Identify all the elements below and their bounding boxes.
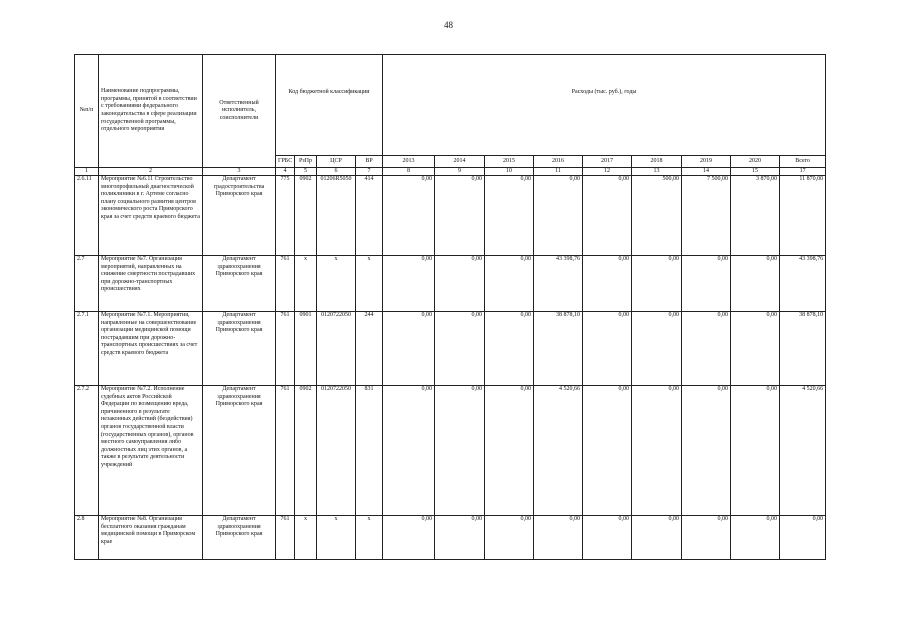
- row-grbs: 761: [276, 312, 295, 386]
- row-year-value: 3 870,00: [731, 176, 780, 256]
- row-vr: х: [356, 516, 383, 560]
- row-vr: 414: [356, 176, 383, 256]
- row-vr: 831: [356, 386, 383, 516]
- row-year-value: 4 520,66: [534, 386, 583, 516]
- index-row: [75, 168, 826, 176]
- row-csr: 0120722050: [317, 386, 356, 516]
- header-expenses: Расходы (тыс. руб.), годы: [383, 55, 826, 156]
- row-grbs: 761: [276, 516, 295, 560]
- row-csr: 01206R5050: [317, 176, 356, 256]
- row-year-value: 500,00: [632, 176, 682, 256]
- header-year: 2018: [632, 156, 682, 168]
- row-year-value: 0,00: [485, 256, 534, 312]
- row-name: Мероприятие №8. Организация бесплатного оказания гражданам медицинской помощи в Приморском крае: [99, 516, 203, 560]
- row-rzpr: 0901: [295, 312, 317, 386]
- row-executor: Департамент здравоохранения Приморского края: [203, 516, 276, 560]
- row-year-value: 0,00: [485, 176, 534, 256]
- row-year-value: 0,00: [435, 386, 485, 516]
- row-year-value: 0,00: [731, 516, 780, 560]
- row-total: 11 870,00: [780, 176, 826, 256]
- row-csr: х: [317, 516, 356, 560]
- row-year-value: 0,00: [632, 312, 682, 386]
- page-number: 48: [444, 20, 453, 30]
- row-csr: 0120722050: [317, 312, 356, 386]
- row-year-value: 0,00: [485, 312, 534, 386]
- row-year-value: 0,00: [485, 516, 534, 560]
- row-year-value: 0,00: [383, 312, 435, 386]
- index-cell: 7: [356, 168, 383, 176]
- row-rzpr: 0902: [295, 176, 317, 256]
- row-total: 43 398,76: [780, 256, 826, 312]
- header-year: 2017: [583, 156, 632, 168]
- header-year: 2020: [731, 156, 780, 168]
- row-vr: х: [356, 256, 383, 312]
- row-year-value: 0,00: [383, 386, 435, 516]
- row-year-value: 0,00: [632, 516, 682, 560]
- row-year-value: 0,00: [383, 516, 435, 560]
- index-cell: 13: [632, 168, 682, 176]
- index-cell: 6: [317, 168, 356, 176]
- row-total: 4 520,66: [780, 386, 826, 516]
- row-executor: Департамент градостроительства Приморского края: [203, 176, 276, 256]
- header-year: 2019: [682, 156, 731, 168]
- row-year-value: 0,00: [583, 312, 632, 386]
- row-year-value: 0,00: [682, 386, 731, 516]
- row-vr: 244: [356, 312, 383, 386]
- header-year: 2015: [485, 156, 534, 168]
- row-year-value: 0,00: [682, 516, 731, 560]
- row-rzpr: х: [295, 256, 317, 312]
- row-year-value: 0,00: [583, 516, 632, 560]
- row-grbs: 761: [276, 256, 295, 312]
- table-row: [75, 176, 826, 256]
- index-cell: 8: [383, 168, 435, 176]
- index-cell: 2: [99, 168, 203, 176]
- index-cell: 12: [583, 168, 632, 176]
- row-total: 38 878,10: [780, 312, 826, 386]
- table-row: [75, 256, 826, 312]
- row-number: 2.6.11: [75, 176, 99, 256]
- row-total: 0,00: [780, 516, 826, 560]
- row-year-value: 0,00: [731, 312, 780, 386]
- row-number: 2.8: [75, 516, 99, 560]
- row-name: Мероприятие №6.11 Строительство многопрофильный диагностической поликлиники в г. Артеме согласно плану социального развития центров экономического роста Приморского края за счет средств краевого бюджета: [99, 176, 203, 256]
- header-rzpr: РзПр: [295, 156, 317, 168]
- row-number: 2.7.1: [75, 312, 99, 386]
- header-num: №п/п: [75, 55, 99, 168]
- row-year-value: 0,00: [583, 386, 632, 516]
- row-year-value: 0,00: [383, 176, 435, 256]
- expenses-table: [74, 54, 826, 560]
- row-year-value: 0,00: [682, 256, 731, 312]
- row-number: 2.7: [75, 256, 99, 312]
- row-year-value: 0,00: [682, 312, 731, 386]
- header-name: Наименование подпрограммы, программы, принятой в соответствии с требованиями федерального законодательства в сфере реализации государственной программы, отдельного мероприятия: [99, 55, 203, 168]
- row-grbs: 775: [276, 176, 295, 256]
- header-total: Всего: [780, 156, 826, 168]
- header-vr: ВР: [356, 156, 383, 168]
- row-year-value: 0,00: [435, 176, 485, 256]
- row-year-value: 0,00: [731, 386, 780, 516]
- header-year: 2016: [534, 156, 583, 168]
- row-executor: Департамент здравоохранения Приморского края: [203, 386, 276, 516]
- header-year: 2014: [435, 156, 485, 168]
- row-csr: х: [317, 256, 356, 312]
- row-year-value: 0,00: [485, 386, 534, 516]
- index-cell: 11: [534, 168, 583, 176]
- index-cell: 4: [276, 168, 295, 176]
- row-number: 2.7.2: [75, 386, 99, 516]
- row-year-value: 0,00: [731, 256, 780, 312]
- index-cell: 9: [435, 168, 485, 176]
- index-cell: 1: [75, 168, 99, 176]
- row-year-value: 0,00: [383, 256, 435, 312]
- row-year-value: 0,00: [632, 256, 682, 312]
- row-year-value: 38 878,10: [534, 312, 583, 386]
- header-budget-code: Код бюджетной классификации: [276, 55, 383, 156]
- row-executor: Департамент здравоохранения Приморского края: [203, 256, 276, 312]
- row-executor: Департамент здравоохранения Приморского края: [203, 312, 276, 386]
- row-year-value: 0,00: [583, 256, 632, 312]
- row-name: Мероприятие №7.2. Исполнение судебных актов Российской Федерации по возмещению вреда, причиненного в результате незаконных действий (бездействия) органов государственной власти (государственных органов), органов местного самоуправления либо должностных лиц этих органов, а также в результате деятельности учреждений: [99, 386, 203, 516]
- row-year-value: 0,00: [534, 176, 583, 256]
- row-rzpr: х: [295, 516, 317, 560]
- header-grbs: ГРБС: [276, 156, 295, 168]
- index-cell: 5: [295, 168, 317, 176]
- index-cell: 3: [203, 168, 276, 176]
- row-year-value: 0,00: [435, 312, 485, 386]
- row-year-value: 0,00: [583, 176, 632, 256]
- table-row: [75, 312, 826, 386]
- row-year-value: 0,00: [435, 516, 485, 560]
- row-rzpr: 0902: [295, 386, 317, 516]
- row-year-value: 0,00: [534, 516, 583, 560]
- header-year: 2013: [383, 156, 435, 168]
- header-csr: ЦСР: [317, 156, 356, 168]
- row-year-value: 0,00: [632, 386, 682, 516]
- row-year-value: 43 398,76: [534, 256, 583, 312]
- index-cell: 14: [682, 168, 731, 176]
- row-year-value: 7 500,00: [682, 176, 731, 256]
- row-name: Мероприятие №7. Организация мероприятий, направленных на снижение смертности пострадавших при дорожно-транспортных происшествиях: [99, 256, 203, 312]
- row-year-value: 0,00: [435, 256, 485, 312]
- row-name: Мероприятие №7.1. Мероприятия, направленные на совершенствование организации медицинской помощи пострадавшим при дорожно-транспортных происшествиях за счет средств краевого бюджета: [99, 312, 203, 386]
- index-cell: 10: [485, 168, 534, 176]
- table-row: [75, 516, 826, 560]
- table-row: [75, 386, 826, 516]
- index-cell: 17: [780, 168, 826, 176]
- row-grbs: 761: [276, 386, 295, 516]
- index-cell: 15: [731, 168, 780, 176]
- header-executor: Ответственный исполнитель, соисполнители: [203, 55, 276, 168]
